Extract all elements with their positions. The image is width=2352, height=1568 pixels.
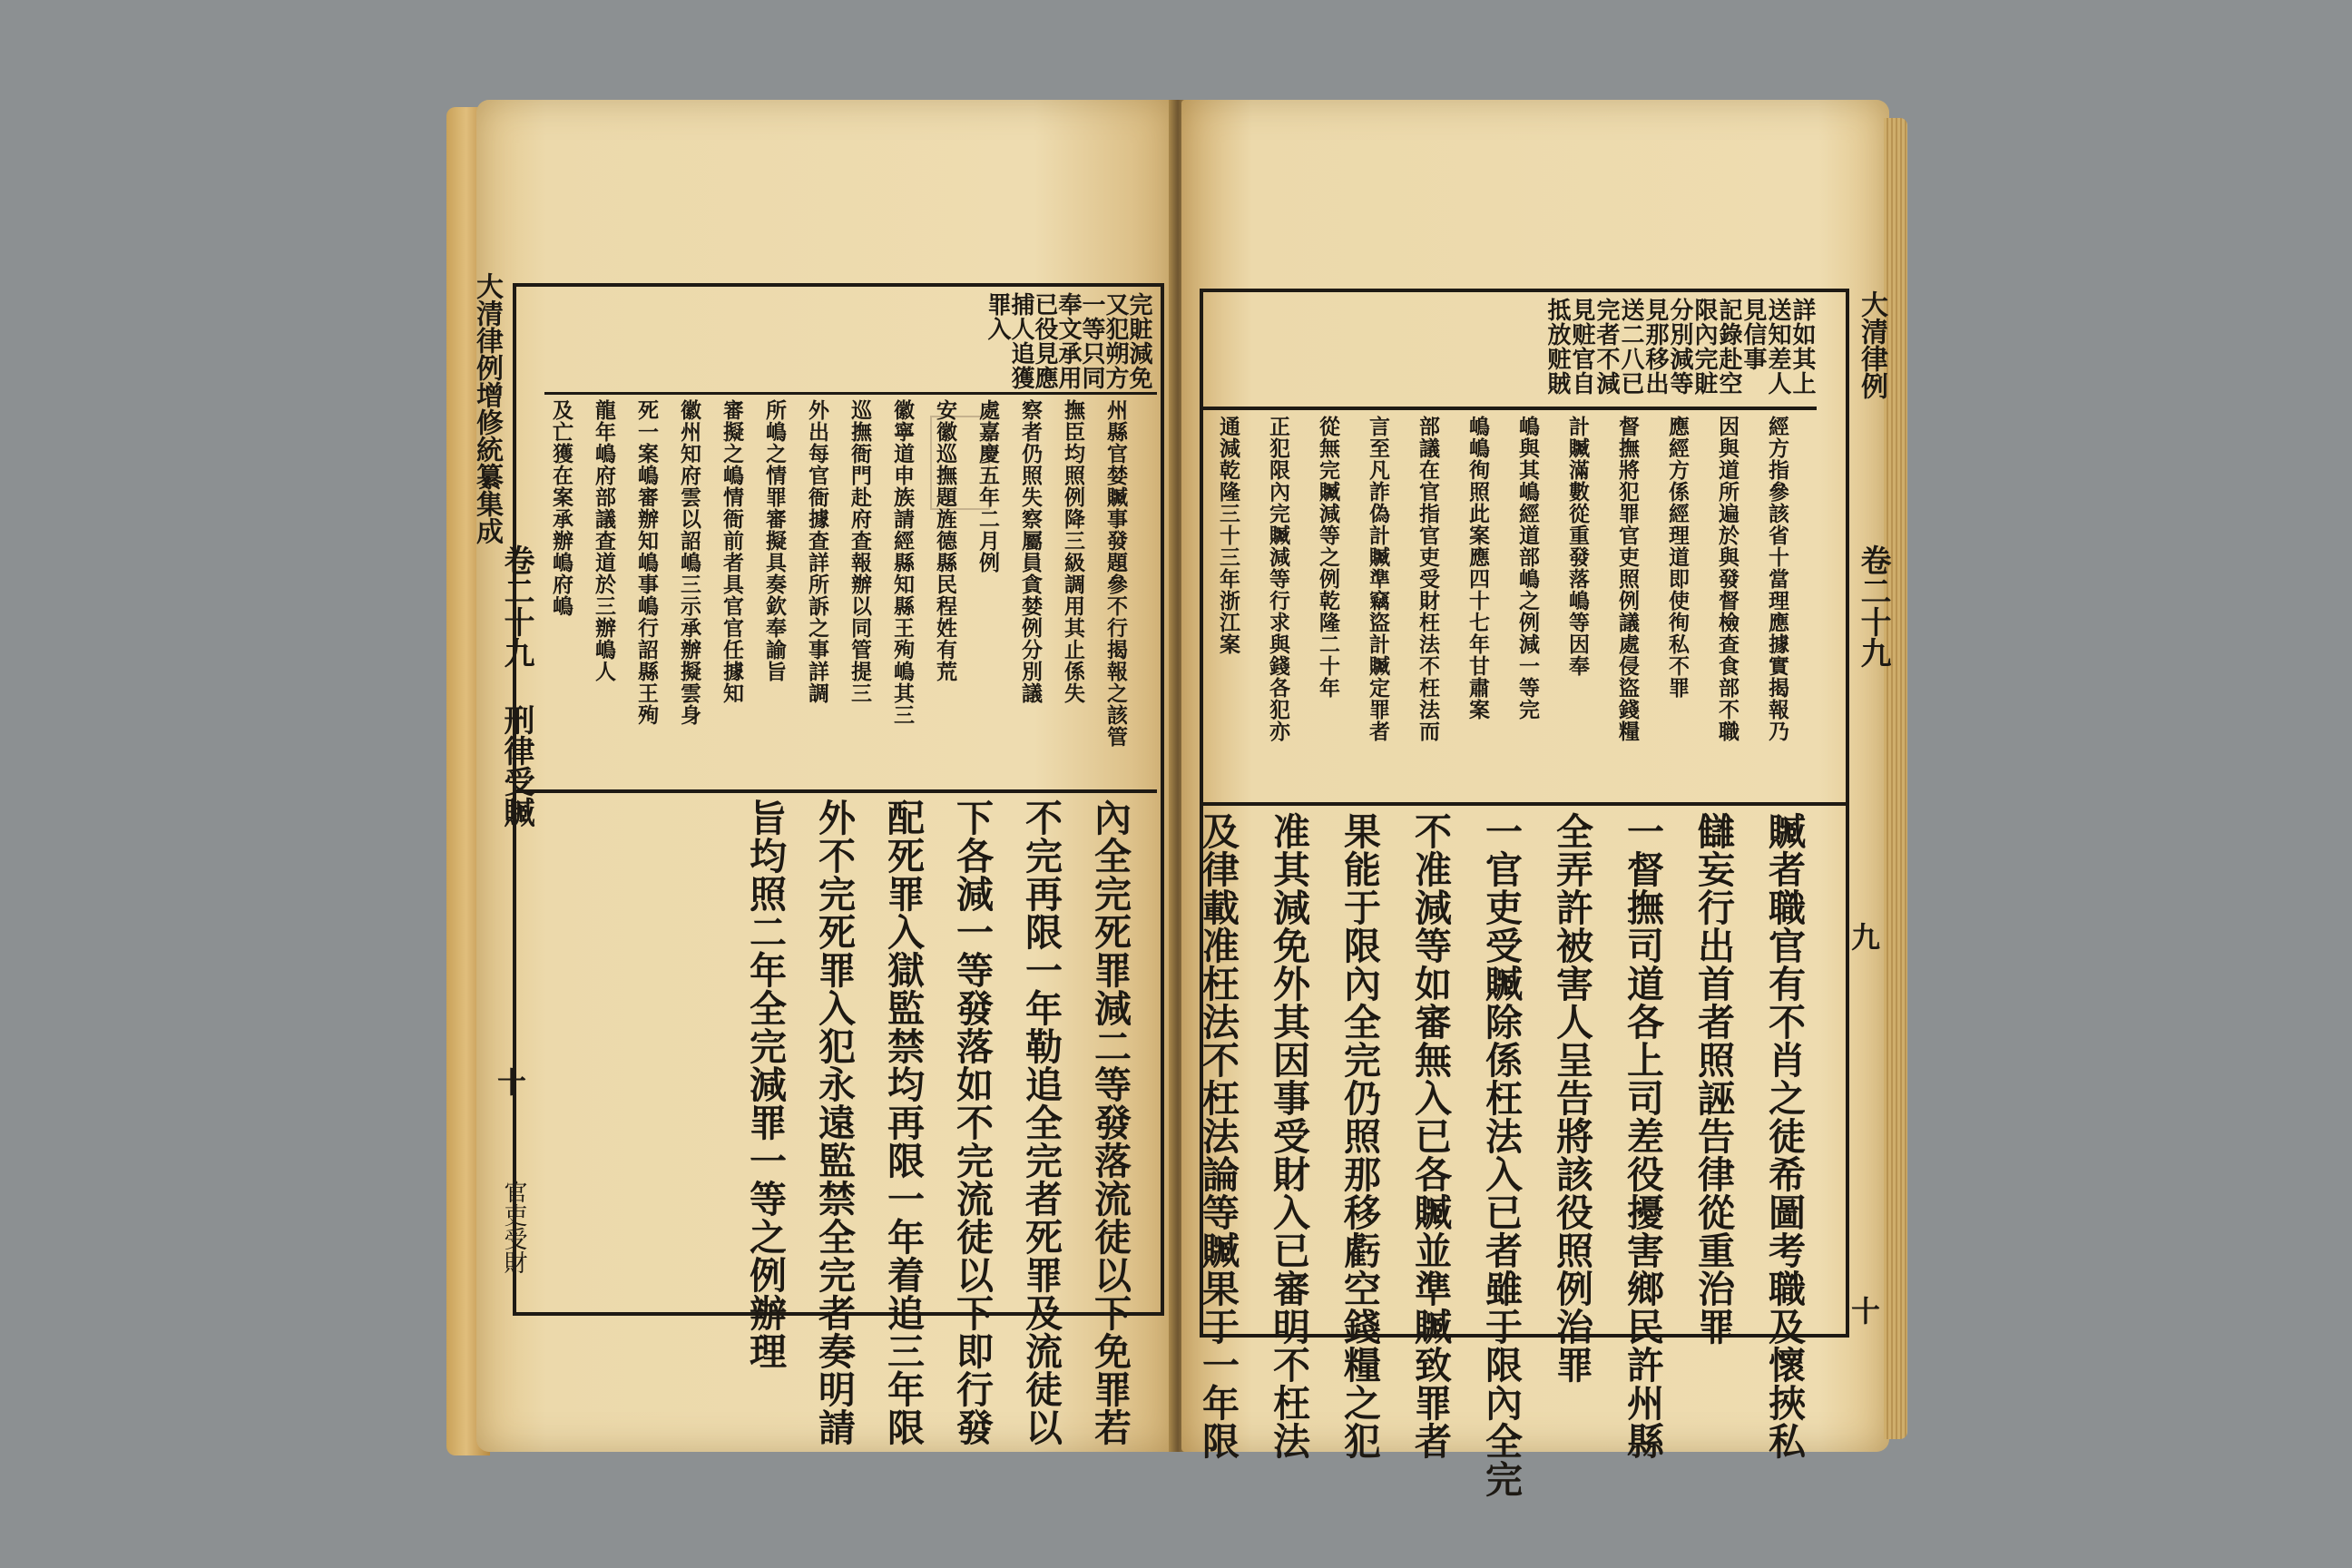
right-note-column: 完者不減 bbox=[1592, 298, 1620, 396]
left-chapter-label: 卷二十九 刑律受贓 bbox=[498, 544, 534, 828]
left-section-label: 官吏受財 bbox=[500, 1180, 527, 1274]
left-main-column: 不完再限一年勒追全完者死罪及流徒以 bbox=[1019, 799, 1063, 1446]
right-commentary-column: 督撫將犯罪官吏照例議處侵盜錢糧 bbox=[1615, 416, 1640, 742]
left-main-column: 配死罪入獄監禁均再限一年着追三年限 bbox=[881, 799, 925, 1446]
left-note-column: 一等只同 bbox=[1078, 292, 1105, 390]
right-note-column: 見赃官自 bbox=[1568, 298, 1595, 396]
left-commentary-column: 徽寧道申族請經縣知縣王殉嶋其三 bbox=[890, 399, 915, 726]
left-commentary-column: 撫臣均照例降三級調用其止係失 bbox=[1061, 399, 1085, 704]
right-note-column: 詳如其上 bbox=[1788, 298, 1816, 396]
left-main-column: 下各減一等發落如不完流徒以下即行發 bbox=[950, 799, 994, 1446]
right-main-column: 果能于限內全完仍照那移虧空錢糧之犯 bbox=[1338, 812, 1381, 1460]
left-commentary-column: 察者仍照失察屬員貪婪例分別議 bbox=[1018, 399, 1043, 704]
left-commentary-column: 外出每官衙據查詳所訴之事詳調 bbox=[805, 399, 829, 704]
right-main-column: 贓者職官有不肖之徒希圖考職及懷挾私 bbox=[1762, 812, 1806, 1460]
right-chapter-label: 卷二十九 bbox=[1855, 544, 1891, 668]
left-commentary-column: 龍年嶋府部議查道於三辦嶋人 bbox=[592, 399, 616, 682]
right-note-column: 送知差人 bbox=[1764, 298, 1791, 396]
right-note-column: 分別減等 bbox=[1666, 298, 1693, 396]
right-note-column: 記錄赴空 bbox=[1715, 298, 1742, 396]
left-commentary-column: 處嘉慶五年二月例 bbox=[975, 399, 1000, 573]
left-margin-title: 大清律例增修統纂集成 bbox=[471, 272, 503, 544]
left-note-column: 又犯朔方 bbox=[1102, 292, 1129, 390]
right-note-column: 限內完賍 bbox=[1690, 298, 1718, 396]
right-note-column: 送二八已 bbox=[1617, 298, 1644, 396]
right-main-column: 及律載准枉法不枉法論等贓果于一年限 bbox=[1196, 812, 1240, 1460]
right-commentary-column: 言至凡詐偽計贓準竊盜計贓定罪者 bbox=[1366, 416, 1390, 742]
left-commentary-column: 及亡獲在案承辦嶋府嶋 bbox=[549, 399, 573, 617]
right-commentary-column: 應經方係經理道即使徇私不罪 bbox=[1665, 416, 1690, 699]
left-commentary-column: 審擬之嶋情衙前者具官官任據知 bbox=[720, 399, 744, 704]
right-main-column: 不准減等如審無入已各贓並準贓致罪者 bbox=[1408, 812, 1452, 1460]
left-main-column: 旨均照二年全完減罪一等之例辦理 bbox=[743, 799, 787, 1370]
left-note-column: 奉文承用 bbox=[1054, 292, 1082, 390]
right-commentary-column: 嶋與其嶋經道部嶋之例減一等完 bbox=[1515, 416, 1540, 720]
left-main-column: 外不完死罪入犯永遠監禁全完者奏明請 bbox=[812, 799, 856, 1446]
right-note-column: 見信事 bbox=[1740, 298, 1767, 371]
left-commentary-column: 死一案嶋審辦知嶋事嶋行詔縣王殉 bbox=[634, 399, 659, 726]
right-main-column: 讎妄行出首者照誣告律從重治罪 bbox=[1691, 812, 1735, 1346]
right-main-column: 全弄許被害人呈告將該役照例治罪 bbox=[1550, 812, 1593, 1384]
right-margin-title: 大清律例 bbox=[1856, 290, 1887, 399]
right-commentary-column: 部議在官指官吏受財枉法不枉法而 bbox=[1416, 416, 1440, 742]
right-commentary-column: 計贓滿數從重發落嶋等因奉 bbox=[1565, 416, 1590, 677]
left-note-column: 已役見應 bbox=[1031, 292, 1058, 390]
right-notes-divider bbox=[1200, 407, 1817, 410]
right-main-divider bbox=[1200, 802, 1846, 806]
right-main-column: 一官吏受贓除係枉法入已者雖于限內全完 bbox=[1479, 812, 1523, 1498]
right-commentary-column: 正犯限內完贓減等行求與錢各犯亦 bbox=[1266, 416, 1290, 742]
right-commentary-column: 從無完贓減等之例乾隆二十年 bbox=[1316, 416, 1340, 699]
left-note-column: 捕人追獲 bbox=[1007, 292, 1034, 390]
left-commentary-column: 安徽巡撫題旌德縣民程姓有荒 bbox=[933, 399, 957, 682]
right-commentary-column: 嶋嶋徇照此案應四十七年甘肅案 bbox=[1465, 416, 1490, 720]
left-notes-divider bbox=[544, 392, 1157, 395]
left-main-column: 內全完死罪減二等發落流徒以下免罪若 bbox=[1088, 799, 1132, 1446]
right-note-column: 見那移出 bbox=[1642, 298, 1669, 396]
right-folio: 十 bbox=[1851, 1294, 1881, 1328]
right-commentary-column: 經方指參該省十當理應據實揭報乃 bbox=[1765, 416, 1789, 742]
left-main-divider bbox=[516, 789, 1157, 793]
left-commentary-column: 所嶋之情罪審擬具奏欽奉諭旨 bbox=[762, 399, 787, 682]
left-note-column: 完賍減免 bbox=[1125, 292, 1152, 390]
left-commentary-column: 巡撫衙門赴府查報辦以同管提三 bbox=[848, 399, 872, 704]
right-main-column: 一督撫司道各上司差役擾害鄉民許州縣 bbox=[1621, 812, 1664, 1460]
right-commentary-column: 因與道所遍於與發督檢查食部不職 bbox=[1715, 416, 1740, 742]
right-commentary-column: 通減乾隆三十三年浙江案 bbox=[1216, 416, 1240, 655]
left-commentary-column: 州縣官婪贓事發題參不行揭報之該管 bbox=[1103, 399, 1128, 748]
left-commentary-column: 徽州知府雲以詔嶋三示承辦擬雲身 bbox=[677, 399, 701, 726]
right-folio-top: 九 bbox=[1851, 920, 1881, 955]
left-folio: 十 bbox=[497, 1065, 527, 1100]
left-note-column: 罪入 bbox=[984, 292, 1011, 341]
right-note-column: 抵放赃賊 bbox=[1544, 298, 1571, 396]
right-main-column: 准其減免外其因事受財入已審明不枉法 bbox=[1267, 812, 1310, 1460]
